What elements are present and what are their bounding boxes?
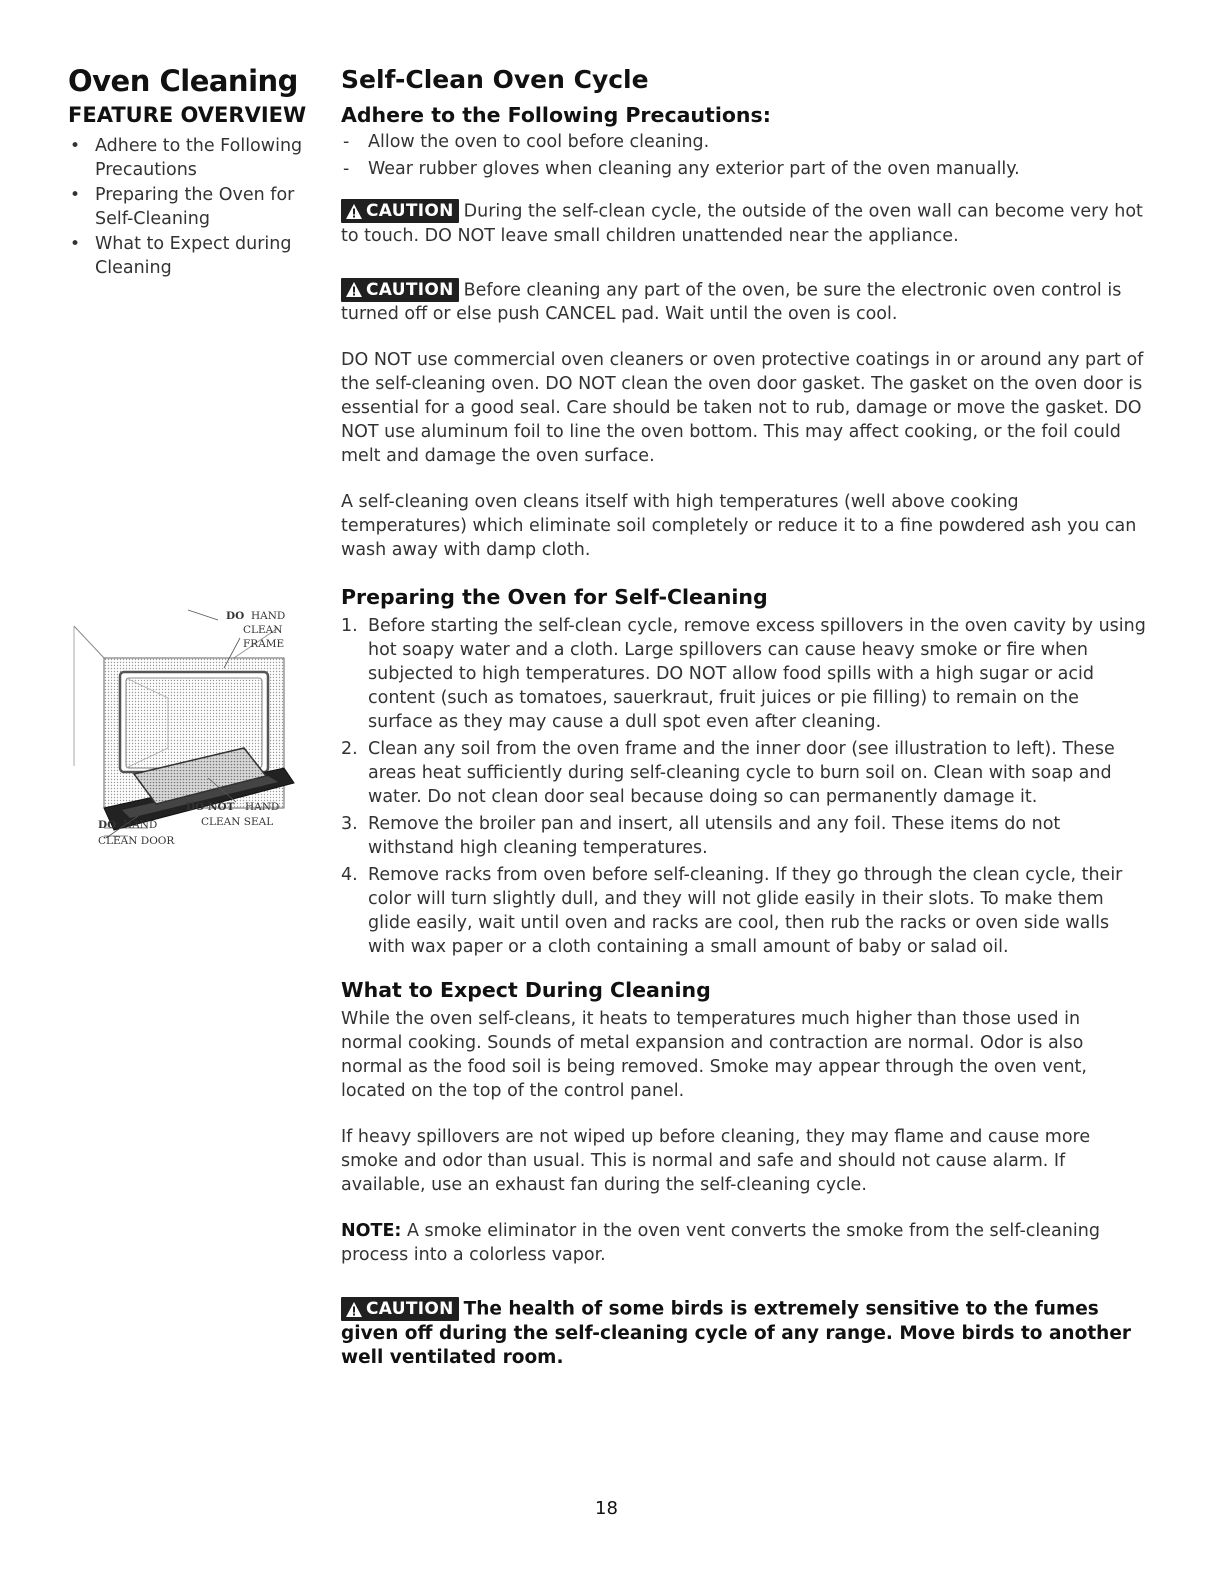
list-item: - Wear rubber gloves when cleaning any exterior part of the oven manually. [341, 157, 1146, 181]
cleaner-warning-paragraph: DO NOT use commercial oven cleaners or oven protective coatings in or around any part of the self-cleaning oven. DO NOT clean the oven door gasket. The gasket on the oven door is essential for a good seal. Care should be taken not to rub, damage or move the gasket. DO NOT use aluminum foil to line the oven bottom. This may affect cooking, or the foil could melt and damage the oven surface. [341, 350, 1144, 466]
label-frame: FRAME [243, 638, 285, 650]
label-clean-frame: CLEAN [243, 624, 283, 636]
caution-badge: CAUTION [341, 199, 459, 223]
caution-paragraph-2: CAUTION Before cleaning any part of the oven, be sure the electronic oven control is turned off or else push CANCEL pad. Wait until the oven is cool. [341, 279, 1122, 324]
feature-overview-list [68, 134, 308, 280]
label-do-door: DO [98, 819, 117, 831]
preparing-heading: Preparing the Oven for Self-Cleaning [341, 585, 768, 609]
section-title: Self-Clean Oven Cycle [341, 65, 649, 94]
label-do-not-seal: DO NOT [186, 801, 235, 813]
caution-badge: CAUTION [341, 278, 459, 302]
list-item: 4. Remove racks from oven before self-cleaning. If they go through the clean cycle, their color will turn slightly dull, and they will not glide easily in their slots. To make them glide easily, wait until oven and racks are cool, then rub the racks or oven side walls with wax paper or a cloth containing a small amount of baby or salad oil. [341, 865, 1123, 957]
warning-icon [345, 203, 363, 220]
expect-heading: What to Expect During Cleaning [341, 978, 711, 1002]
precautions-list [341, 130, 1146, 181]
feature-overview-title: FEATURE OVERVIEW [68, 103, 307, 127]
list-item: 1. Before starting the self-clean cycle, remove excess spillovers in the oven cavity by using hot soapy water and a cloth. Large spillovers can cause heavy smoke or fire when subjected to high temperatures. DO NOT allow food spills with a high sugar or acid content (such as tomatoes, sauerkraut, fruit juices or pie filling) to remain on the surface as they may cause a dull spot even after cleaning. [341, 616, 1146, 732]
oven-illustration [68, 598, 308, 860]
overview-item: • What to Expect during Cleaning [68, 232, 308, 280]
main-content [341, 64, 1146, 1370]
label-clean-seal: CLEAN SEAL [201, 816, 274, 828]
expect-paragraph-1: While the oven self-cleans, it heats to temperatures much higher than those used in normal cooking. Sounds of metal expansion and contraction are normal. Odor is also normal as the food soil is being removed. Smoke may appear through the oven vent, located on the top of the control panel. [341, 1009, 1087, 1101]
note-label: NOTE: [341, 1221, 402, 1241]
sidebar [68, 64, 308, 281]
preparing-steps [341, 614, 1146, 959]
caution-paragraph-1: CAUTION During the self-clean cycle, the outside of the oven wall can become very hot to touch. DO NOT leave small children unattended near the appliance. [341, 201, 1143, 246]
list-item: 3. Remove the broiler pan and insert, all utensils and any foil. These items do not withstand high cleaning temperatures. [341, 814, 1061, 858]
label-hand-frame: HAND [251, 610, 286, 622]
overview-item: • Preparing the Oven for Self-Cleaning [68, 183, 308, 231]
list-item: 2. Clean any soil from the oven frame and the inner door (see illustration to left). These areas heat sufficiently during self-cleaning cycle to burn soil on. Clean with soap and water. Do not clean door seal because doing so can permanently damage it. [341, 739, 1115, 807]
overview-item: • Adhere to the Following Precautions [68, 134, 308, 182]
caution-paragraph-3: CAUTION The health of some birds is extremely sensitive to the fumes given off during the self-cleaning cycle of any range. Move birds to another well ventilated room. [341, 1298, 1131, 1368]
precautions-heading: Adhere to the Following Precautions: [341, 103, 771, 127]
self-clean-description: A self-cleaning oven cleans itself with high temperatures (well above cooking temperatures) which eliminate soil completely or reduce it to a fine powdered ash you can wash away with damp cloth. [341, 492, 1137, 560]
page-title: Oven Cleaning [68, 64, 298, 98]
warning-icon [345, 1301, 363, 1318]
note-paragraph: NOTE: A smoke eliminator in the oven vent converts the smoke from the self-cleaning process into a colorless vapor. [341, 1221, 1100, 1265]
list-item: - Allow the oven to cool before cleaning. [341, 130, 1146, 154]
page-number: 18 [595, 1498, 618, 1519]
label-hand-door: HAND [123, 819, 158, 831]
label-hand-seal: HAND [245, 801, 280, 813]
warning-icon [345, 281, 363, 298]
label-do-frame: DO [226, 610, 245, 622]
caution-badge: CAUTION [341, 1297, 459, 1321]
label-clean-door: CLEAN DOOR [98, 835, 175, 847]
expect-paragraph-2: If heavy spillovers are not wiped up before cleaning, they may flame and cause more smoke and odor than usual. This is normal and safe and should not cause alarm. If available, use an exhaust fan during the self-cleaning cycle. [341, 1127, 1091, 1195]
